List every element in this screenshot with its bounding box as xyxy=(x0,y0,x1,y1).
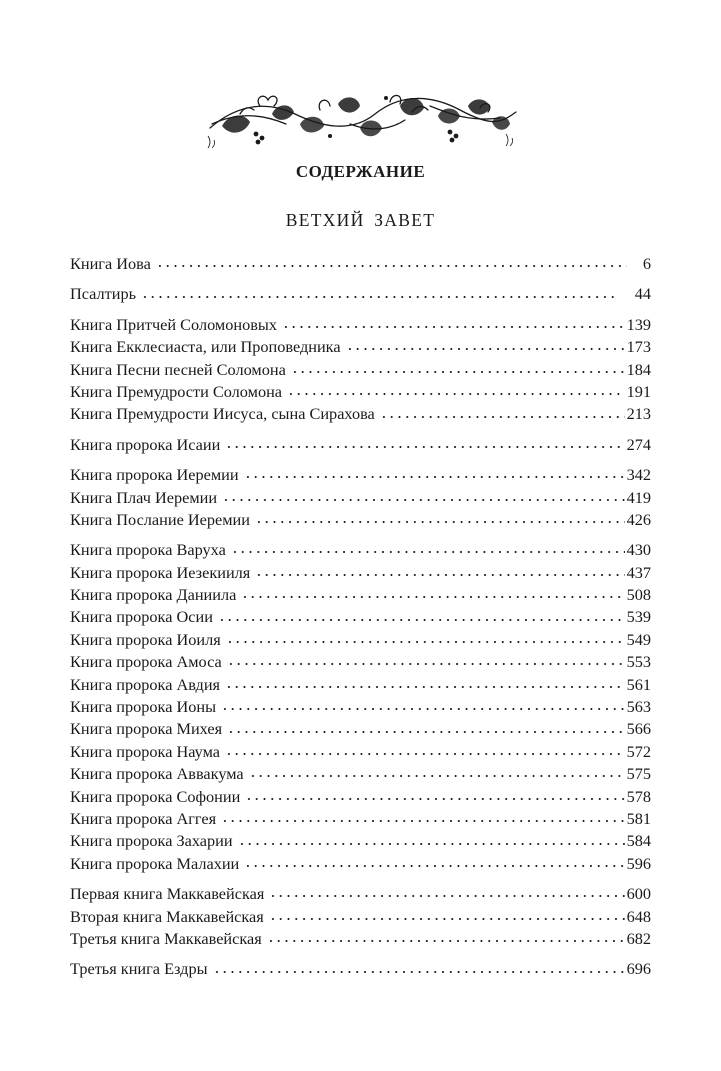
vine-ornament-icon xyxy=(200,84,522,156)
toc-entry xyxy=(70,584,651,606)
dot-leader xyxy=(287,384,625,400)
toc-entry-title: Книга пророка Аввакума xyxy=(70,764,244,784)
dot-leader xyxy=(267,931,625,947)
page-title: СОДЕРЖАНИЕ xyxy=(295,162,426,181)
toc-entry xyxy=(70,883,651,905)
toc-entry-title: Книга Иова xyxy=(70,254,151,273)
toc-entry xyxy=(70,403,651,425)
toc-entry-title: Книга пророка Иоиля xyxy=(70,629,221,649)
dot-leader xyxy=(225,744,625,760)
toc-entry-page: 44 xyxy=(634,284,651,304)
dot-leader xyxy=(269,909,625,925)
toc-entry-page: 184 xyxy=(626,359,651,379)
dot-leader xyxy=(156,256,627,272)
section-title: ВЕТХИЙ ЗАВЕТ xyxy=(285,210,436,230)
toc-entry xyxy=(70,741,651,763)
toc-entry-title: Книга пророка Осии xyxy=(70,607,213,627)
toc-entry-page: 575 xyxy=(626,764,651,784)
toc-entry-page: 213 xyxy=(626,404,651,424)
toc-entry-title: Книга пророка Аггея xyxy=(70,808,217,828)
toc-entry-page: 139 xyxy=(626,314,651,334)
toc-entry xyxy=(70,381,651,403)
toc-entry-title: Книга пророка Варуха xyxy=(70,540,226,560)
toc-entry xyxy=(70,487,651,509)
toc-entry-page: 578 xyxy=(626,786,651,806)
toc-entry xyxy=(70,253,651,275)
toc-entry-title: Книга пророка Захарии xyxy=(70,831,233,851)
toc-entry-title: Книга пророка Иеремии xyxy=(70,465,239,485)
toc-entry xyxy=(70,562,651,584)
toc-entry xyxy=(70,830,651,852)
toc-entry-page: 596 xyxy=(626,853,651,873)
toc-entry-title: Книга Песни песней Соломона xyxy=(70,359,286,379)
toc-entry-page: 648 xyxy=(626,906,651,926)
dot-leader xyxy=(255,512,625,528)
toc-entry xyxy=(70,853,651,875)
toc-entry xyxy=(70,606,651,628)
dot-leader xyxy=(249,766,625,782)
toc-entry xyxy=(70,314,651,336)
dot-leader xyxy=(218,610,625,626)
toc-entry xyxy=(70,509,651,531)
table-of-contents xyxy=(70,253,651,981)
toc-entry-title: Книга Послание Иеремии xyxy=(70,509,250,529)
dot-leader xyxy=(238,834,625,850)
dot-leader xyxy=(346,339,625,355)
dot-leader xyxy=(221,811,624,827)
dot-leader xyxy=(291,362,625,378)
toc-entry-page: 584 xyxy=(626,831,651,851)
dot-leader xyxy=(225,437,624,453)
toc-entry xyxy=(70,359,651,381)
toc-entry-title: Книга пророка Михея xyxy=(70,719,223,739)
toc-entry-title: Книга пророка Иезекииля xyxy=(70,562,251,582)
dot-leader xyxy=(231,542,625,558)
toc-entry-title: Третья книга Ездры xyxy=(70,959,208,979)
toc-entry xyxy=(70,434,651,456)
toc-entry-title: Вторая книга Маккавейская xyxy=(70,906,264,926)
dot-leader xyxy=(213,962,625,978)
dot-leader xyxy=(282,317,625,333)
toc-entry xyxy=(70,958,651,980)
toc-entry xyxy=(70,651,651,673)
toc-entry-title: Книга пророка Исаии xyxy=(70,434,221,454)
dot-leader xyxy=(244,856,624,872)
toc-entry-page: 437 xyxy=(626,562,651,582)
dot-leader xyxy=(241,587,624,603)
toc-entry-title: Псалтирь xyxy=(70,284,137,304)
dot-leader xyxy=(221,699,625,715)
toc-entry-page: 549 xyxy=(626,629,651,649)
toc-entry-title: Книга пророка Малахии xyxy=(70,853,240,873)
dot-leader xyxy=(227,654,625,670)
toc-entry-title: Книга пророка Амоса xyxy=(70,652,222,672)
toc-entry-page: 561 xyxy=(626,674,651,694)
dot-leader xyxy=(255,565,624,581)
toc-entry-page: 563 xyxy=(626,697,651,717)
toc-entry xyxy=(70,718,651,740)
toc-entry xyxy=(70,906,651,928)
dot-leader xyxy=(225,677,625,693)
toc-entry-title: Книга пророка Софонии xyxy=(70,786,241,806)
toc-entry-title: Первая книга Маккавейская xyxy=(70,884,265,904)
dot-leader xyxy=(226,632,625,648)
toc-entry xyxy=(70,674,651,696)
toc-entry-page: 566 xyxy=(626,719,651,739)
toc-entry-page: 6 xyxy=(642,254,651,273)
toc-entry-page: 419 xyxy=(626,487,651,507)
toc-entry-page: 539 xyxy=(626,607,651,627)
toc-entry-title: Книга пророка Авдия xyxy=(70,674,221,694)
toc-entry-page: 173 xyxy=(626,337,651,357)
toc-entry xyxy=(70,283,651,305)
toc-entry-page: 600 xyxy=(626,884,651,904)
toc-entry-page: 430 xyxy=(626,540,651,560)
toc-entry xyxy=(70,464,651,486)
toc-entry-title: Книга пророка Даниила xyxy=(70,585,237,605)
toc-entry-title: Книга пророка Ионы xyxy=(70,697,217,717)
toc-entry-title: Книга Притчей Соломоновых xyxy=(70,314,277,334)
toc-entry xyxy=(70,808,651,830)
toc-entry-page: 682 xyxy=(626,928,651,948)
toc-entry xyxy=(70,629,651,651)
dot-leader xyxy=(227,722,624,738)
dot-leader xyxy=(380,407,625,423)
toc-entry xyxy=(70,539,651,561)
toc-entry-page: 572 xyxy=(626,741,651,761)
toc-entry-title: Книга пророка Наума xyxy=(70,741,220,761)
toc-entry-page: 274 xyxy=(626,434,651,454)
toc-entry-page: 553 xyxy=(626,652,651,672)
toc-entry-page: 581 xyxy=(626,808,651,828)
toc-entry xyxy=(70,928,651,950)
toc-entry-page: 191 xyxy=(626,381,651,401)
toc-entry xyxy=(70,786,651,808)
toc-entry-title: Третья книга Маккавейская xyxy=(70,928,262,948)
toc-entry xyxy=(70,763,651,785)
toc-entry xyxy=(70,336,651,358)
dot-leader xyxy=(141,287,619,303)
toc-entry-title: Книга Плач Иеремии xyxy=(70,487,218,507)
toc-entry xyxy=(70,696,651,718)
toc-entry-page: 426 xyxy=(626,509,651,529)
toc-entry-page: 696 xyxy=(626,959,651,979)
toc-entry-page: 342 xyxy=(626,465,651,485)
toc-entry-title: Книга Премудрости Соломона xyxy=(70,381,283,401)
dot-leader xyxy=(222,490,625,506)
toc-entry-title: Книга Премудрости Иисуса, сына Сирахова xyxy=(70,404,375,424)
dot-leader xyxy=(269,886,624,902)
dot-leader xyxy=(245,789,624,805)
dot-leader xyxy=(244,467,625,483)
toc-entry-title: Книга Екклесиаста, или Проповедника xyxy=(70,337,341,357)
toc-entry-page: 508 xyxy=(626,585,651,605)
